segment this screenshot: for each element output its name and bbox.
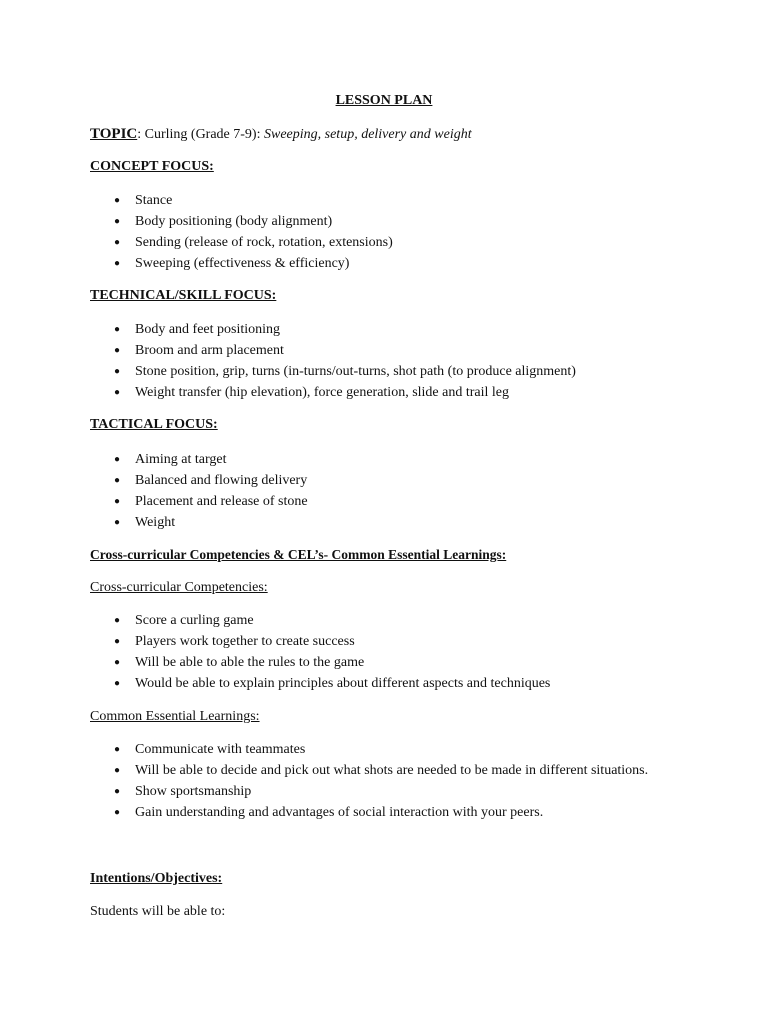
bullet-icon: ● <box>114 258 121 269</box>
bullet-icon: ● <box>114 786 121 797</box>
common-essential-list <box>90 741 648 825</box>
list-item-text: Placement and release of stone <box>135 494 308 509</box>
bullet-icon: ● <box>114 678 121 689</box>
list-item-text: Stance <box>135 193 173 208</box>
list-item-text: Communicate with teammates <box>135 742 306 757</box>
bullet-icon: ● <box>114 636 121 647</box>
technical-focus-list <box>90 321 576 405</box>
topic-label: TOPIC <box>90 126 138 142</box>
list-item <box>90 234 393 255</box>
bullet-icon: ● <box>114 345 121 356</box>
list-item <box>90 255 393 276</box>
bullet-icon: ● <box>114 216 121 227</box>
list-item-text: Weight transfer (hip elevation), force generation, slide and trail leg <box>135 385 510 400</box>
common-essential-subheading: Common Essential Learnings: <box>90 709 260 724</box>
list-item-text: Balanced and flowing delivery <box>135 473 308 488</box>
intentions-heading: Intentions/Objectives: <box>90 871 223 886</box>
topic-subtitle: Sweeping, setup, delivery and weight <box>263 127 472 142</box>
list-item <box>90 321 576 342</box>
list-item <box>90 384 576 405</box>
list-item-text: Stone position, grip, turns (in-turns/out-turns, shot path (to produce alignment) <box>135 364 576 379</box>
list-item-text: Broom and arm placement <box>135 343 284 358</box>
list-item-text: Gain understanding and advantages of social interaction with your peers. <box>135 805 544 820</box>
technical-focus-heading: TECHNICAL/SKILL FOCUS: <box>90 288 277 303</box>
list-item <box>90 612 550 633</box>
list-item <box>90 451 308 472</box>
list-item-text: Will be able to decide and pick out what shots are needed to be made in different situations. <box>135 763 649 778</box>
list-item <box>90 493 308 514</box>
concept-focus-list <box>90 192 393 276</box>
list-item <box>90 472 308 493</box>
bullet-icon: ● <box>114 615 121 626</box>
tactical-focus-heading: TACTICAL FOCUS: <box>90 417 218 432</box>
bullet-icon: ● <box>114 496 121 507</box>
list-item-text: Sending (release of rock, rotation, extensions) <box>135 235 393 250</box>
list-item-text: Weight <box>135 515 176 530</box>
bullet-icon: ● <box>114 195 121 206</box>
cross-curricular-list <box>90 612 550 696</box>
bullet-icon: ● <box>114 324 121 335</box>
topic-text: Curling (Grade 7-9): <box>141 127 264 142</box>
bullet-icon: ● <box>114 517 121 528</box>
list-item <box>90 192 393 213</box>
bullet-icon: ● <box>114 744 121 755</box>
list-item <box>90 654 550 675</box>
cross-curricular-subheading: Cross-curricular Competencies: <box>90 580 268 595</box>
list-item <box>90 741 648 762</box>
cross-curricular-heading: Cross-curricular Competencies & CEL’s- Common Essential Learnings: <box>90 547 507 562</box>
list-item-text: Will be able to able the rules to the game <box>135 655 365 670</box>
intentions-text: Students will be able to: <box>90 904 226 919</box>
bullet-icon: ● <box>114 366 121 377</box>
bullet-icon: ● <box>114 387 121 398</box>
bullet-icon: ● <box>114 475 121 486</box>
bullet-icon: ● <box>114 237 121 248</box>
concept-focus-heading: CONCEPT FOCUS: <box>90 159 214 174</box>
list-item <box>90 514 308 535</box>
list-item-text: Body and feet positioning <box>135 322 281 337</box>
bullet-icon: ● <box>114 807 121 818</box>
list-item <box>90 213 393 234</box>
bullet-icon: ● <box>114 765 121 776</box>
list-item <box>90 804 648 825</box>
list-item-text: Players work together to create success <box>135 634 355 649</box>
list-item-text: Score a curling game <box>135 613 254 628</box>
tactical-focus-list <box>90 451 308 535</box>
page-title: LESSON PLAN <box>335 93 433 108</box>
list-item <box>90 633 550 654</box>
list-item <box>90 675 550 696</box>
list-item <box>90 363 576 384</box>
list-item <box>90 783 648 804</box>
bullet-icon: ● <box>114 454 121 465</box>
list-item-text: Aiming at target <box>135 452 227 467</box>
list-item-text: Sweeping (effectiveness & efficiency) <box>135 256 350 271</box>
list-item-text: Would be able to explain principles about different aspects and techniques <box>135 676 551 691</box>
list-item-text: Body positioning (body alignment) <box>135 214 333 229</box>
list-item <box>90 342 576 363</box>
bullet-icon: ● <box>114 657 121 668</box>
topic-separator: : <box>137 127 142 142</box>
list-item-text: Show sportsmanship <box>135 784 252 799</box>
list-item <box>90 762 648 783</box>
topic-line <box>90 126 472 143</box>
